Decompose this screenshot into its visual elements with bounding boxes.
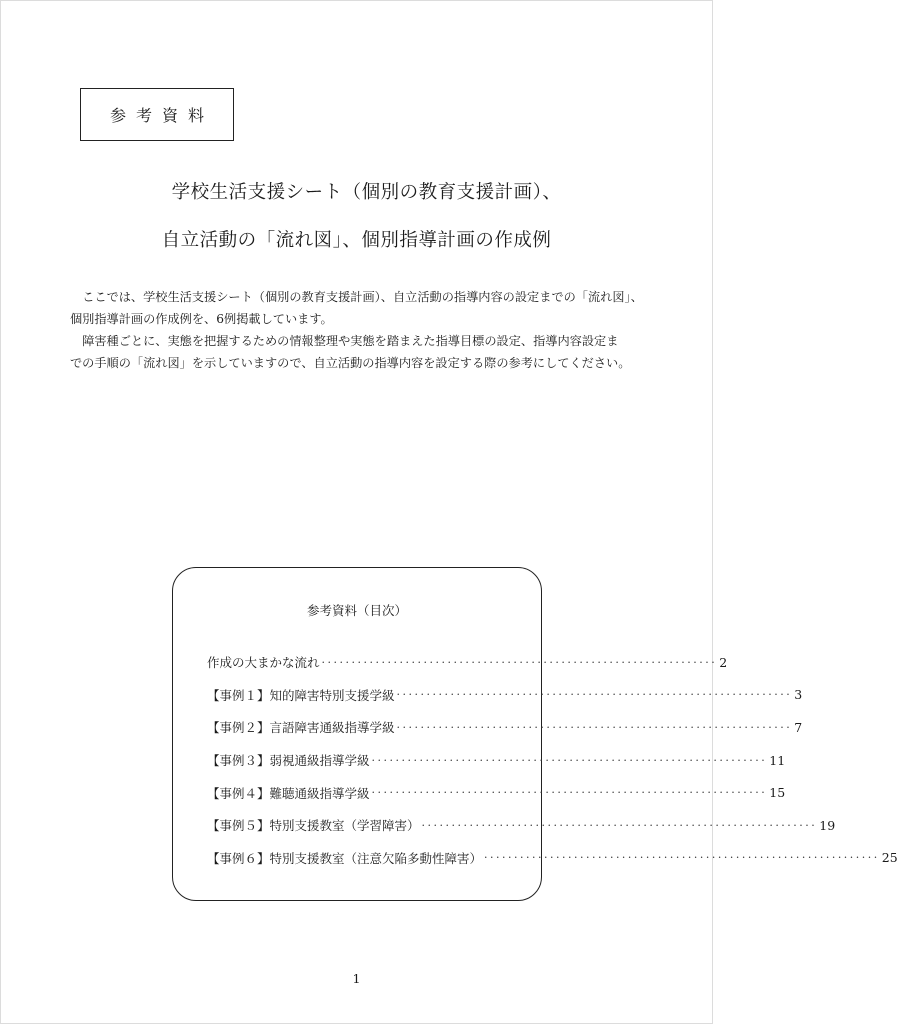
toc-entry[interactable] xyxy=(207,809,836,842)
toc-entry-label: 【事例２】言語障害通級指導学級 xyxy=(207,720,395,736)
toc-entry-label: 【事例６】特別支援教室（注意欠陥多動性障害） xyxy=(207,850,483,866)
toc-entry[interactable] xyxy=(207,776,786,809)
document-title-line-1: 学校生活支援シート（個別の教育支援計画）、 xyxy=(171,182,562,203)
toc-leader-dots: ·································································· xyxy=(371,753,768,767)
toc-list xyxy=(207,646,898,874)
reference-label: 参考資料 xyxy=(109,106,214,125)
intro-p2-line1: 障害種ごとに、実態を把握するための情報整理や実態を踏まえた指導目標の設定、指導内容設定ま xyxy=(82,334,619,348)
toc-entry-page: 19 xyxy=(819,817,836,833)
toc-leader-dots: ·································································· xyxy=(371,786,768,800)
toc-entry-page: 7 xyxy=(794,719,803,735)
intro-paragraphs xyxy=(70,286,650,374)
toc-entry[interactable] xyxy=(207,679,803,712)
toc-leader-dots: ·································································· xyxy=(396,688,793,702)
toc-entry-page: 11 xyxy=(769,752,786,768)
toc-entry[interactable] xyxy=(207,744,786,777)
intro-p1-line1: ここでは、学校生活支援シート（個別の教育支援計画）、自立活動の指導内容の設定までの「流れ図」、 xyxy=(82,290,643,304)
reference-label-box xyxy=(80,88,234,141)
toc-entry-page: 2 xyxy=(719,654,728,670)
toc-entry[interactable] xyxy=(207,646,728,679)
toc-entry[interactable] xyxy=(207,842,898,875)
toc-entry-label: 【事例１】知的障害特別支援学級 xyxy=(207,687,395,703)
toc-entry-label: 作成の大まかな流れ xyxy=(207,655,320,671)
toc-entry[interactable] xyxy=(207,711,803,744)
toc-leader-dots: ·································································· xyxy=(484,851,880,865)
toc-title: 参考資料（目次） xyxy=(306,603,407,618)
document-title-line-2: 自立活動の「流れ図」、個別指導計画の作成例 xyxy=(161,230,552,251)
toc-entry-label: 【事例３】弱視通級指導学級 xyxy=(207,753,370,769)
toc-entry-label: 【事例４】難聴通級指導学級 xyxy=(207,785,370,801)
toc-entry-page: 15 xyxy=(769,785,786,801)
toc-entry-page: 3 xyxy=(794,687,803,703)
toc-entry-label: 【事例５】特別支援教室（学習障害） xyxy=(207,818,420,834)
intro-p1-line2: 個別指導計画の作成例を、6例掲載しています。 xyxy=(70,312,333,326)
table-of-contents-box xyxy=(172,567,898,901)
toc-leader-dots: ·································································· xyxy=(421,818,818,832)
intro-p2-line2: での手順の「流れ図」を示していますので、自立活動の指導内容を設定する際の参考にしてください。 xyxy=(70,356,631,370)
toc-leader-dots: ·································································· xyxy=(321,655,718,669)
toc-entry-page: 25 xyxy=(881,850,898,866)
toc-leader-dots: ·································································· xyxy=(396,720,793,734)
page-number: 1 xyxy=(352,971,361,986)
